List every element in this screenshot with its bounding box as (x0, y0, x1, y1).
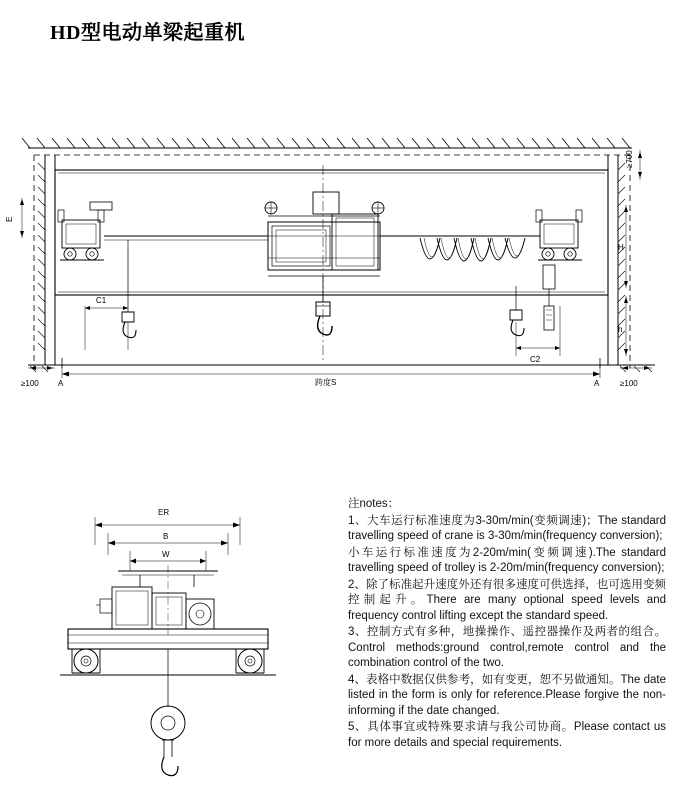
label-c2: C2 (530, 355, 541, 364)
label-rail-a-right: A (594, 379, 600, 388)
label-w: W (162, 550, 170, 559)
note-item: 5、具体事宜或特殊要求请与我公司协商。Please contact us for more details and special requirements. (348, 721, 666, 749)
label-min-right: ≥100 (620, 379, 638, 388)
note-item: 1、大车运行标准速度为3-30m/min(变频调速)；The standard travelling speed of crane is 3-30m/min(frequency conversion); (348, 514, 666, 542)
label-c1: C1 (96, 296, 107, 305)
label-rail-a-left: A (58, 379, 64, 388)
crane-elevation-drawing (0, 110, 682, 400)
note-item: 4、表格中数据仅供参考，如有变更，恕不另做通知。The date listed in the form is only for reference.Please forgive the non-informing if the date changed. (348, 673, 666, 717)
notes-heading: 注notes： (348, 498, 400, 510)
label-min-left: ≥100 (21, 379, 39, 388)
label-er: ER (158, 508, 170, 517)
label-min-top: ≥700 (625, 150, 634, 168)
label-span: 跨度S (315, 378, 337, 387)
notes-block (348, 497, 666, 752)
note-item: 小车运行标准速度为2-20m/min(变频调速).The standard travelling speed of trolley is 2-20m/min(frequency conversion); (348, 546, 666, 574)
label-height-h-lower: h (618, 325, 623, 334)
label-height-e: E (5, 216, 14, 222)
note-item: 2、除了标准起升速度外还有很多速度可供选择，也可选用变频控制起升。There are many optional speed levels and frequency control lifting except the standard speed. (348, 578, 666, 622)
page-title: HD型电动单梁起重机 (50, 22, 245, 44)
label-height-h-upper: H (618, 243, 624, 252)
label-b: B (163, 532, 169, 541)
note-item: 3、控制方式有多种，地操操作、遥控器操作及两者的组合。Control methods:ground control,remote control and the combination control of the two. (348, 626, 666, 669)
crane-end-view-drawing (30, 495, 330, 795)
